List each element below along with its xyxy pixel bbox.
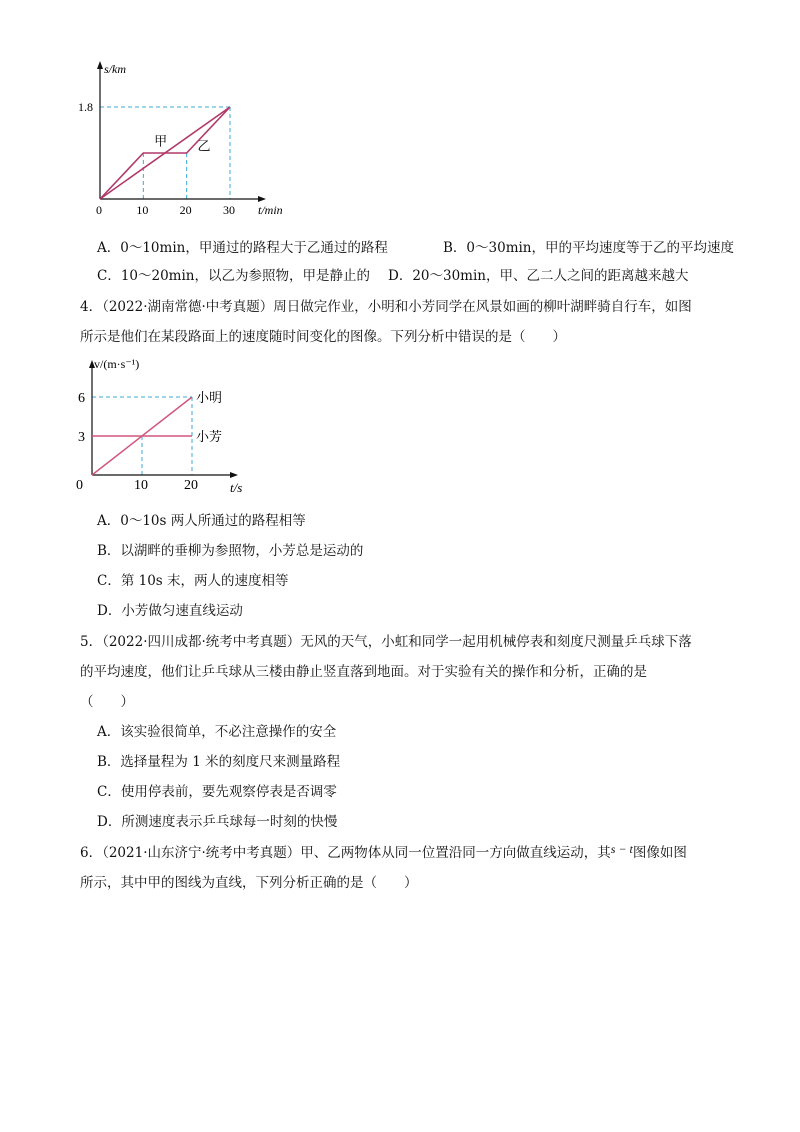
q6-stem-pre: 6．（2021·山东济宁·统考中考真题）甲、乙两物体从同一位置沿同一方向做直线运动，其 xyxy=(80,845,611,861)
chart-1-st-graph xyxy=(78,55,306,220)
x-axis-label: t/min xyxy=(258,203,283,217)
y-axis-arrow xyxy=(97,61,103,69)
q5-option-b: B．选择量程为 1 米的刻度尺来测量路程 xyxy=(97,754,341,770)
y-axis-label: s/km xyxy=(104,62,126,76)
q6-stem-post: 图像如图 xyxy=(632,845,687,861)
x-tick-label: 30 xyxy=(223,203,235,217)
series-label-1: 甲 xyxy=(154,133,168,149)
x-axis-arrow xyxy=(230,472,238,478)
x-tick-label: 0 xyxy=(96,203,102,217)
q3-option-b: B．0～30min，甲的平均速度等于乙的平均速度 xyxy=(443,240,735,256)
x-tick-label: 10 xyxy=(134,478,148,493)
x-tick-label: 0 xyxy=(76,478,83,493)
x-axis-label: t/s xyxy=(230,480,243,495)
series-label-1: 小明 xyxy=(196,390,223,405)
q6-stem-line-2: 所示，其中甲的图线为直线，下列分析正确的是（ ） xyxy=(80,875,418,891)
y-tick-label: 6 xyxy=(78,391,85,406)
q5-stem-line-2: 的平均速度，他们让乒乓球从三楼由静止竖直落到地面。对于实验有关的操作和分析，正确的是 xyxy=(80,664,647,680)
q6-stem-line-1 xyxy=(80,843,687,863)
q6-s-t-math: s − t xyxy=(610,842,633,856)
chart-2-series xyxy=(92,397,192,475)
y-axis-label: v/(m·s⁻¹) xyxy=(94,357,140,371)
q5-stem-line-3: （ ） xyxy=(80,694,134,710)
q5-option-d: D．所测速度表示乒乓球每一时刻的快慢 xyxy=(97,814,338,830)
chart-2-vt-graph xyxy=(72,352,252,502)
q3-option-c: C．10～20min，以乙为参照物，甲是静止的 xyxy=(97,268,370,284)
q4-stem-line-2: 所示是他们在某段路面上的速度随时间变化的图像。下列分析中错误的是（ ） xyxy=(80,329,566,345)
q4-stem-line-1: 4．（2022·湖南常德·中考真题）周日做完作业，小明和小芳同学在风景如画的柳叶湖畔骑自行车，如图 xyxy=(80,299,692,315)
q4-option-d: D．小芳做匀速直线运动 xyxy=(97,603,243,619)
q3-option-d: D．20～30min，甲、乙二人之间的距离越来越大 xyxy=(388,268,689,284)
q5-option-c: C．使用停表前，要先观察停表是否调零 xyxy=(97,784,337,800)
q4-option-a: A．0～10s 两人所通过的路程相等 xyxy=(97,513,306,529)
y-tick-label: 1.8 xyxy=(78,100,93,114)
q4-option-b: B．以湖畔的垂柳为参照物，小芳总是运动的 xyxy=(97,543,364,559)
x-tick-label: 10 xyxy=(136,203,149,217)
chart-2-text xyxy=(76,357,242,495)
series-label-2: 小芳 xyxy=(196,429,223,444)
series-label-2: 乙 xyxy=(197,138,211,154)
chart-1-axes xyxy=(97,61,266,202)
q3-option-a: A．0～10min，甲通过的路程大于乙通过的路程 xyxy=(97,240,388,256)
q5-option-a: A．该实验很简单，不必注意操作的安全 xyxy=(97,724,337,740)
x-axis-arrow xyxy=(258,196,266,202)
x-tick-label: 20 xyxy=(179,203,192,217)
x-tick-label: 20 xyxy=(184,478,198,493)
q4-option-c: C．第 10s 末，两人的速度相等 xyxy=(97,573,289,589)
y-tick-label: 3 xyxy=(78,430,85,445)
q5-stem-line-1: 5．（2022·四川成都·统考中考真题）无风的天气，小虹和同学一起用机械停表和刻度尺测量乒乓球下落 xyxy=(80,634,692,650)
